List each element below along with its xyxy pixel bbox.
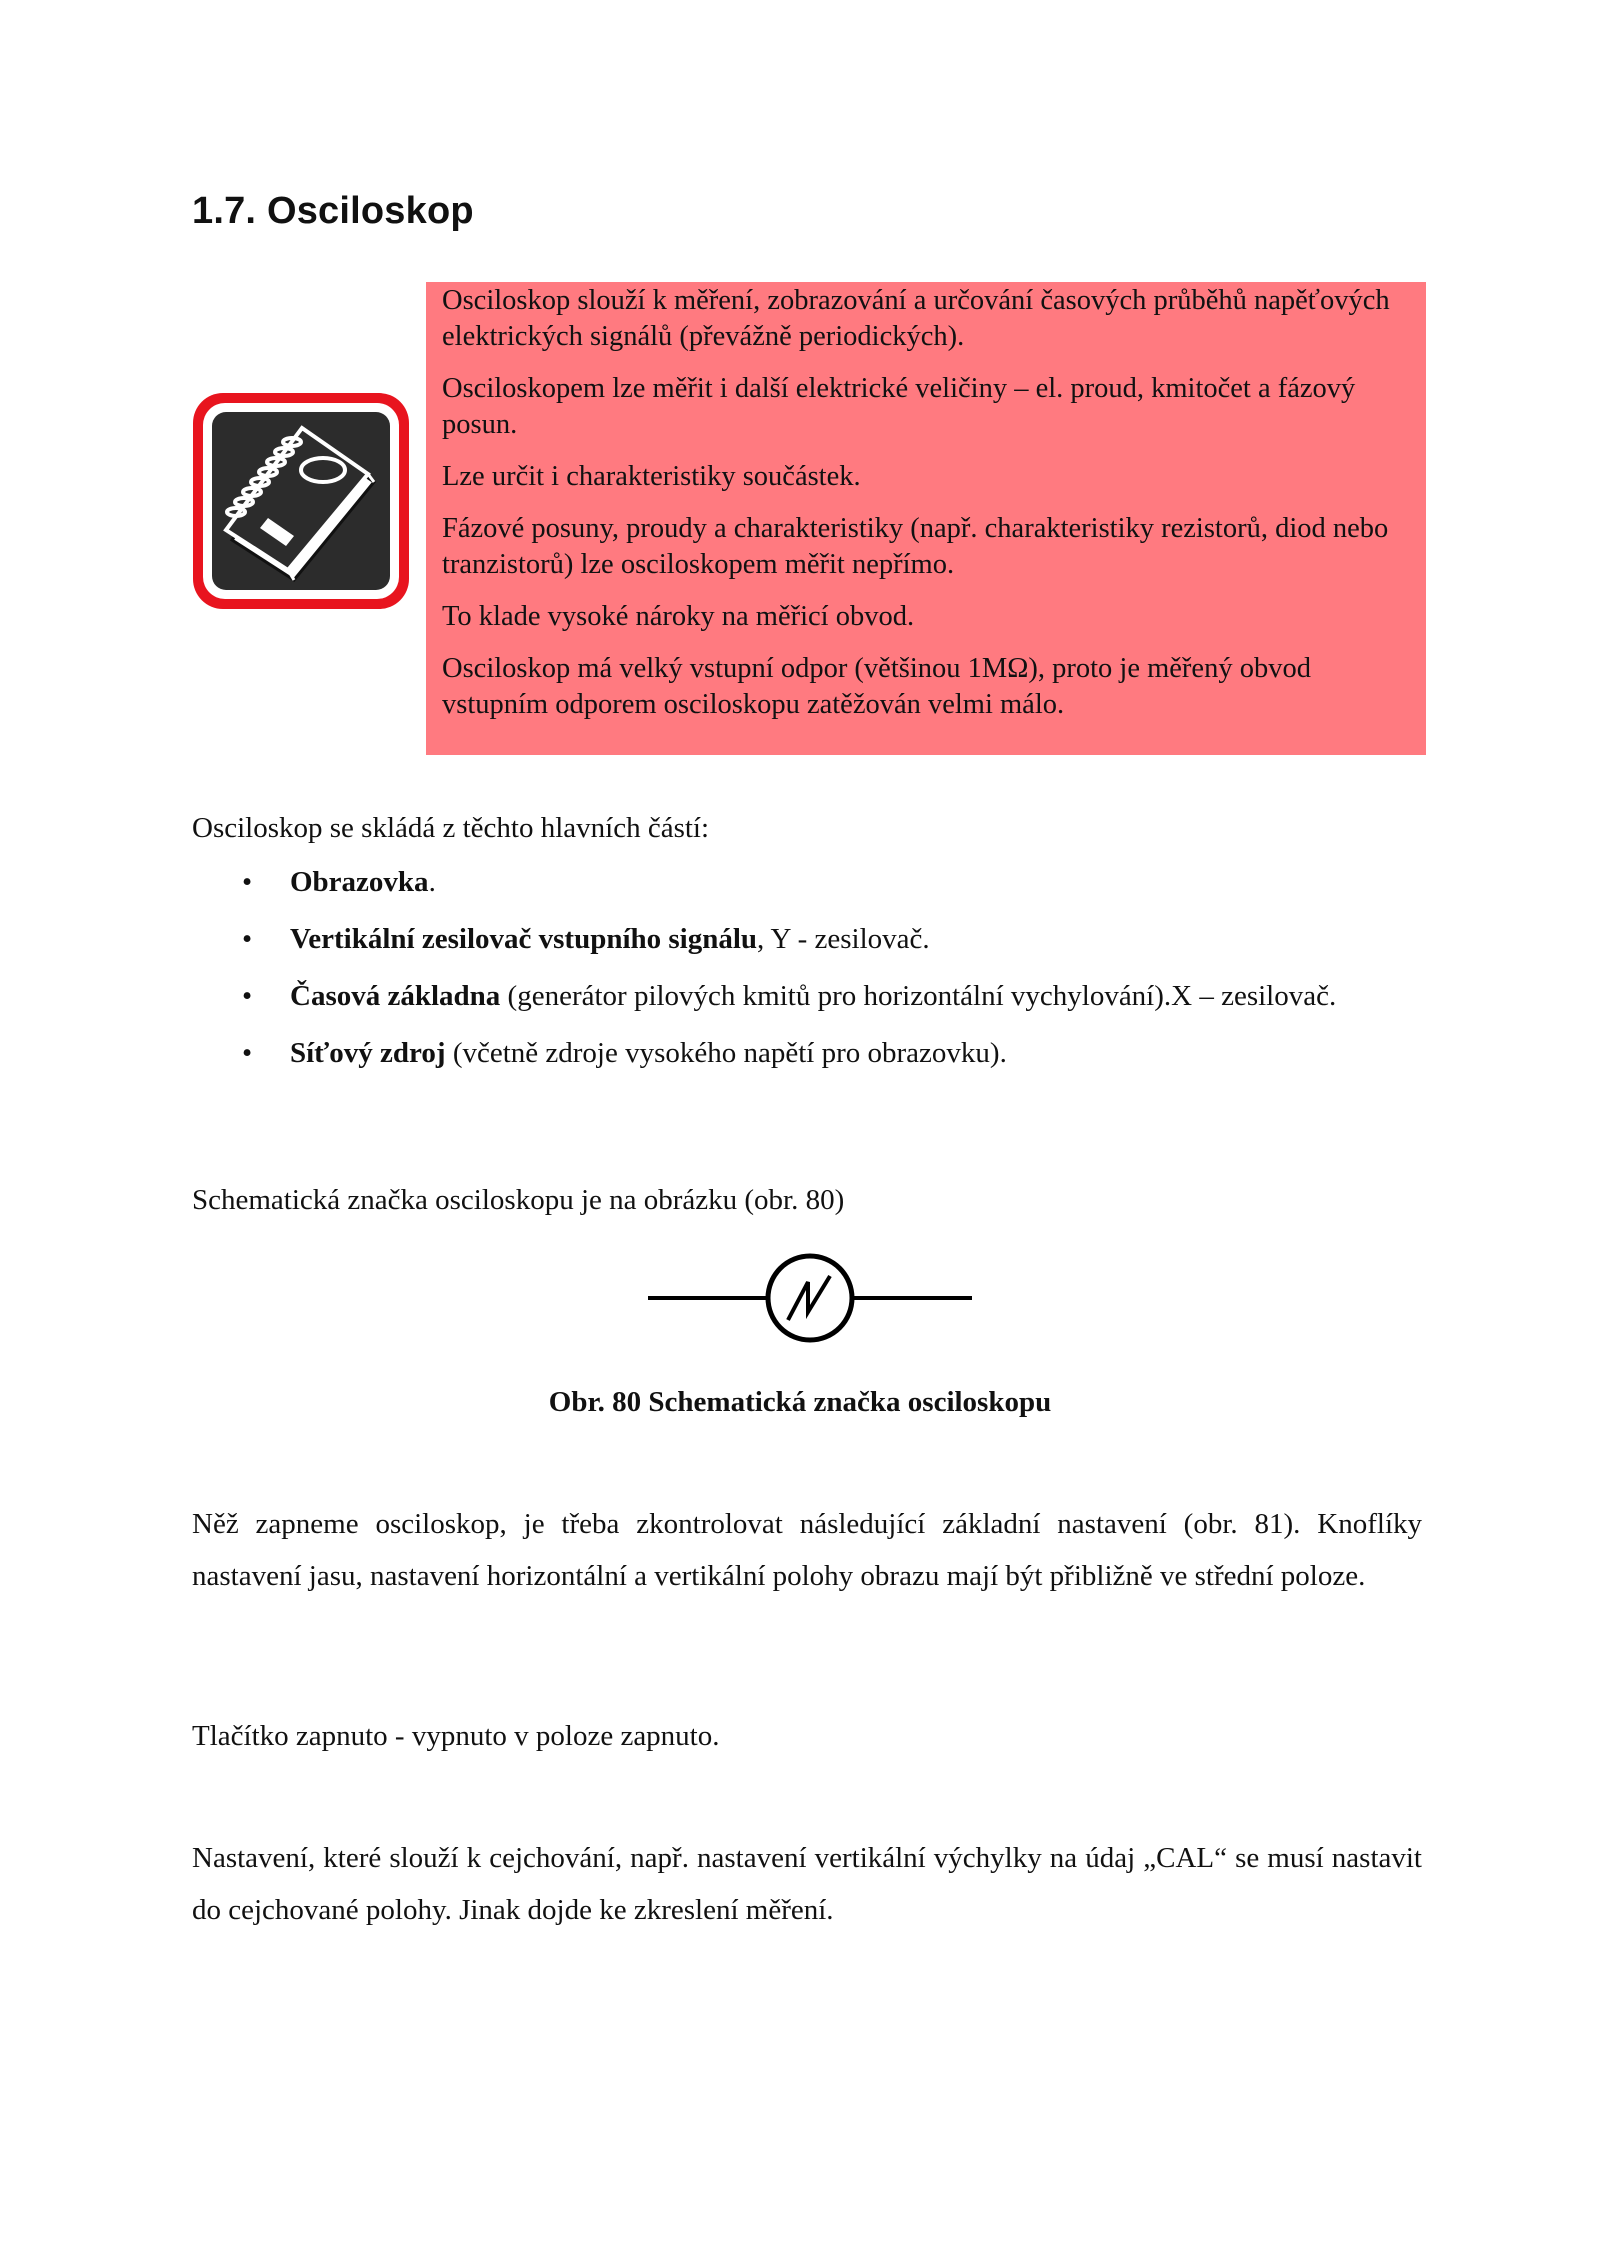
figure-caption: Obr. 80 Schematická značka osciloskopu	[548, 1386, 1052, 1418]
list-item	[192, 864, 1442, 901]
schematic-text: Schematická značka osciloskopu je na obrázku (obr. 80)	[192, 1184, 845, 1216]
oscilloscope-symbol	[648, 1252, 972, 1352]
part-description: (generátor pilových kmitů pro horizontální vychylování).X – zesilovač.	[500, 980, 1337, 1012]
part-name: Vertikální zesilovač vstupního signálu	[290, 923, 758, 955]
list-item	[192, 1035, 1442, 1072]
bullet: •	[242, 866, 253, 898]
section-heading: 1.7. Osciloskop	[192, 190, 474, 232]
info-callout	[426, 282, 1426, 755]
callout-paragraph: Fázové posuny, proudy a charakteristiky (např. charakteristiky rezistorů, diod nebo tranzistorů) lze osciloskopem měřit nepřímo.	[442, 513, 1389, 580]
callout-paragraph: Osciloskop má velký vstupní odpor (většinou 1MΩ), proto je měřený obvod vstupním odporem osciloskopu zatěžován velmi málo.	[442, 653, 1311, 720]
callout-paragraph: Osciloskopem lze měřit i další elektrické veličiny – el. proud, kmitočet a fázový posun.	[442, 373, 1356, 440]
bullet: •	[242, 980, 253, 1012]
part-description: .	[428, 866, 436, 898]
paragraph: Tlačítko zapnuto - vypnuto v poloze zapnuto.	[192, 1720, 720, 1752]
callout-paragraph: To klade vysoké nároky na měřicí obvod.	[442, 601, 915, 632]
paragraph: Nastavení, které slouží k cejchování, např. nastavení vertikální výchylky na údaj „CAL“ se musí nastavit do cejchované polohy. Jinak dojde ke zkreslení měření.	[192, 1842, 1422, 1926]
bullet: •	[242, 923, 253, 955]
parts-intro: Osciloskop se skládá z těchto hlavních částí:	[192, 812, 710, 844]
notebook-icon	[190, 390, 412, 612]
part-description: , Y - zesilovač.	[757, 923, 930, 955]
list-item	[192, 921, 1442, 958]
callout-paragraph: Lze určit i charakteristiky součástek.	[442, 461, 861, 492]
part-name: Síťový zdroj	[290, 1037, 446, 1069]
parts-list	[192, 864, 1442, 1092]
paragraph: Něž zapneme osciloskop, je třeba zkontrolovat následující základní nastavení (obr. 81). Knoflíky nastavení jasu, nastavení horizontální a vertikální polohy obrazu mají být přibližně ve střední poloze.	[192, 1508, 1422, 1592]
bullet: •	[242, 1037, 253, 1069]
part-name: Časová základna	[290, 980, 501, 1012]
list-item	[192, 978, 1442, 1015]
part-name: Obrazovka	[290, 866, 429, 898]
callout-paragraph: Osciloskop slouží k měření, zobrazování a určování časových průběhů napěťových elektrických signálů (převážně periodických).	[442, 285, 1390, 352]
part-description: (včetně zdroje vysokého napětí pro obrazovku).	[445, 1037, 1007, 1069]
